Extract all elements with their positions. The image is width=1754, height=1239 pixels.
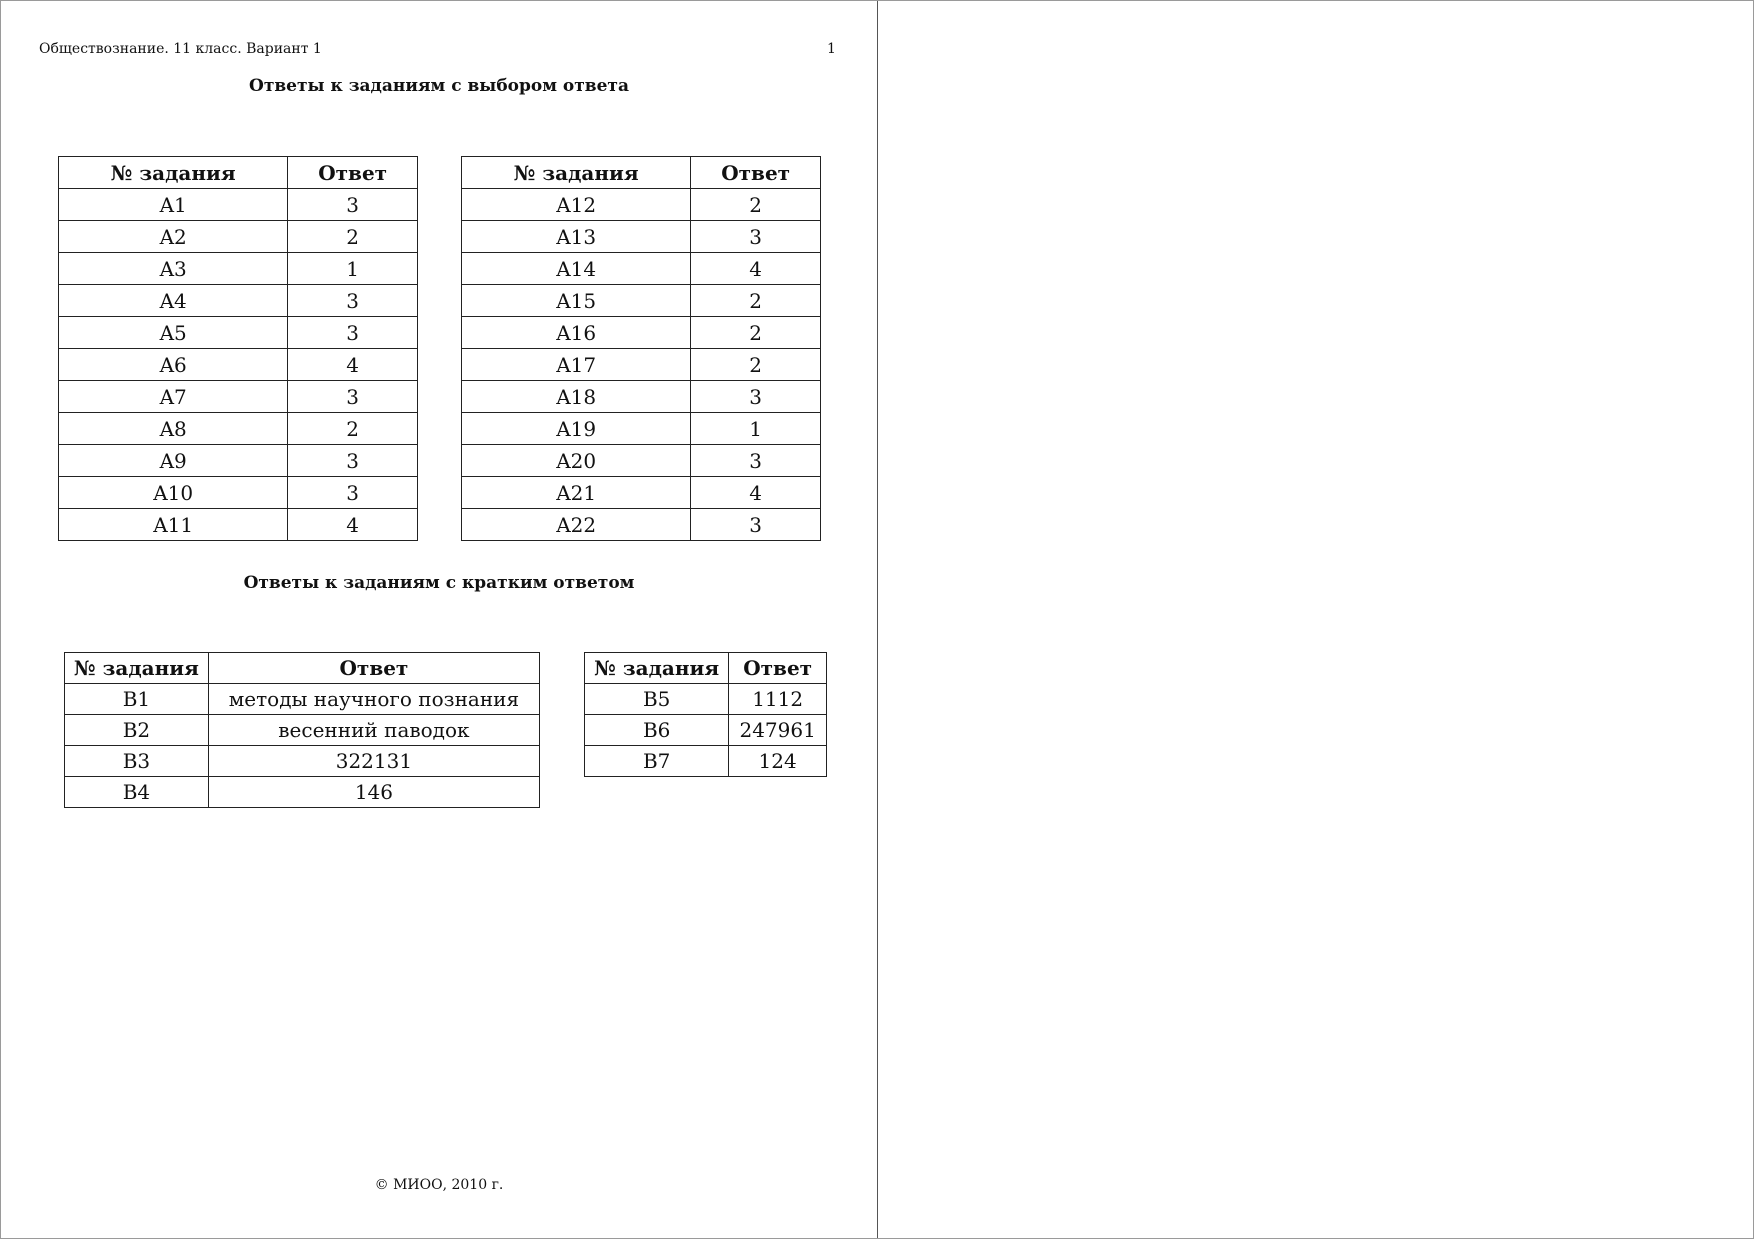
answer-cell: 4 — [691, 477, 821, 509]
answer-cell: 3 — [288, 285, 418, 317]
table-row — [462, 349, 821, 381]
answer-cell: 3 — [691, 509, 821, 541]
task-number-cell: A16 — [462, 317, 691, 349]
answer-cell: 2 — [691, 189, 821, 221]
page-number: 1 — [827, 41, 836, 57]
table-row — [59, 221, 418, 253]
column-header-task: № задания — [59, 157, 288, 189]
table-row — [59, 445, 418, 477]
answer-cell: 1 — [288, 253, 418, 285]
answer-cell: 3 — [691, 221, 821, 253]
table-row — [59, 285, 418, 317]
right-page-blank — [878, 1, 1753, 1238]
table-row — [585, 715, 827, 746]
answer-cell: 146 — [208, 777, 539, 808]
table-row — [65, 684, 540, 715]
table-row — [585, 684, 827, 715]
table-row — [462, 285, 821, 317]
answer-cell: методы научного познания — [208, 684, 539, 715]
table-row — [462, 445, 821, 477]
column-header-task: № задания — [585, 653, 729, 684]
answer-cell: 124 — [729, 746, 827, 777]
left-page — [1, 1, 877, 1238]
answers-table-a-right — [461, 156, 821, 541]
answer-cell: 3 — [288, 189, 418, 221]
task-number-cell: B6 — [585, 715, 729, 746]
table-row — [462, 253, 821, 285]
table-header-row — [585, 653, 827, 684]
task-number-cell: A6 — [59, 349, 288, 381]
table-row — [59, 477, 418, 509]
answer-cell: 1 — [691, 413, 821, 445]
table-row — [65, 746, 540, 777]
task-number-cell: A12 — [462, 189, 691, 221]
task-number-cell: A5 — [59, 317, 288, 349]
table-header-row — [462, 157, 821, 189]
task-number-cell: A15 — [462, 285, 691, 317]
section-b-title: Ответы к заданиям с кратким ответом — [243, 573, 635, 593]
answer-cell: 3 — [288, 477, 418, 509]
section-a-title: Ответы к заданиям с выбором ответа — [249, 76, 629, 96]
column-header-answer: Ответ — [288, 157, 418, 189]
table-row — [462, 221, 821, 253]
table-row — [65, 777, 540, 808]
table-row — [59, 317, 418, 349]
answer-cell: 3 — [288, 381, 418, 413]
table-body — [462, 189, 821, 541]
table-row — [59, 413, 418, 445]
task-number-cell: A3 — [59, 253, 288, 285]
task-number-cell: A19 — [462, 413, 691, 445]
answer-cell: 2 — [288, 413, 418, 445]
task-number-cell: A18 — [462, 381, 691, 413]
task-number-cell: A8 — [59, 413, 288, 445]
task-number-cell: A17 — [462, 349, 691, 381]
table-header-row — [59, 157, 418, 189]
task-number-cell: A22 — [462, 509, 691, 541]
table-row — [462, 317, 821, 349]
table-body — [59, 189, 418, 541]
table-row — [462, 413, 821, 445]
column-header-answer: Ответ — [208, 653, 539, 684]
answers-table-b-left — [64, 652, 540, 808]
table-row — [59, 349, 418, 381]
table-row — [462, 509, 821, 541]
column-header-answer: Ответ — [691, 157, 821, 189]
table-row — [59, 253, 418, 285]
table-body — [65, 684, 540, 808]
table-row — [462, 477, 821, 509]
task-number-cell: B4 — [65, 777, 209, 808]
task-number-cell: B5 — [585, 684, 729, 715]
page-header-subject: Обществознание. 11 класс. Вариант 1 — [39, 41, 322, 57]
task-number-cell: A21 — [462, 477, 691, 509]
column-header-task: № задания — [65, 653, 209, 684]
page-footer-copyright: © МИОО, 2010 г. — [374, 1177, 504, 1193]
task-number-cell: A10 — [59, 477, 288, 509]
answer-cell: 3 — [288, 317, 418, 349]
task-number-cell: A2 — [59, 221, 288, 253]
table-row — [462, 189, 821, 221]
table-row — [65, 715, 540, 746]
task-number-cell: A20 — [462, 445, 691, 477]
table-header-row — [65, 653, 540, 684]
answer-cell: 2 — [691, 285, 821, 317]
task-number-cell: A1 — [59, 189, 288, 221]
task-number-cell: A14 — [462, 253, 691, 285]
answer-cell: 1112 — [729, 684, 827, 715]
task-number-cell: B1 — [65, 684, 209, 715]
answer-cell: 3 — [288, 445, 418, 477]
answer-cell: 247961 — [729, 715, 827, 746]
column-header-task: № задания — [462, 157, 691, 189]
task-number-cell: B2 — [65, 715, 209, 746]
answer-cell: 4 — [288, 349, 418, 381]
answer-cell: 3 — [691, 445, 821, 477]
table-row — [59, 509, 418, 541]
answer-cell: 2 — [691, 349, 821, 381]
task-number-cell: A7 — [59, 381, 288, 413]
answer-cell: 322131 — [208, 746, 539, 777]
table-row — [462, 381, 821, 413]
table-row — [59, 381, 418, 413]
answer-cell: 4 — [288, 509, 418, 541]
table-row — [585, 746, 827, 777]
column-header-answer: Ответ — [729, 653, 827, 684]
answer-cell: 4 — [691, 253, 821, 285]
answers-table-b-right — [584, 652, 827, 777]
table-row — [59, 189, 418, 221]
task-number-cell: A11 — [59, 509, 288, 541]
task-number-cell: B3 — [65, 746, 209, 777]
task-number-cell: A9 — [59, 445, 288, 477]
answer-cell: весенний паводок — [208, 715, 539, 746]
answers-table-a-left — [58, 156, 418, 541]
task-number-cell: B7 — [585, 746, 729, 777]
task-number-cell: A13 — [462, 221, 691, 253]
answer-cell: 2 — [691, 317, 821, 349]
answer-cell: 3 — [691, 381, 821, 413]
task-number-cell: A4 — [59, 285, 288, 317]
answer-cell: 2 — [288, 221, 418, 253]
table-body — [585, 684, 827, 777]
